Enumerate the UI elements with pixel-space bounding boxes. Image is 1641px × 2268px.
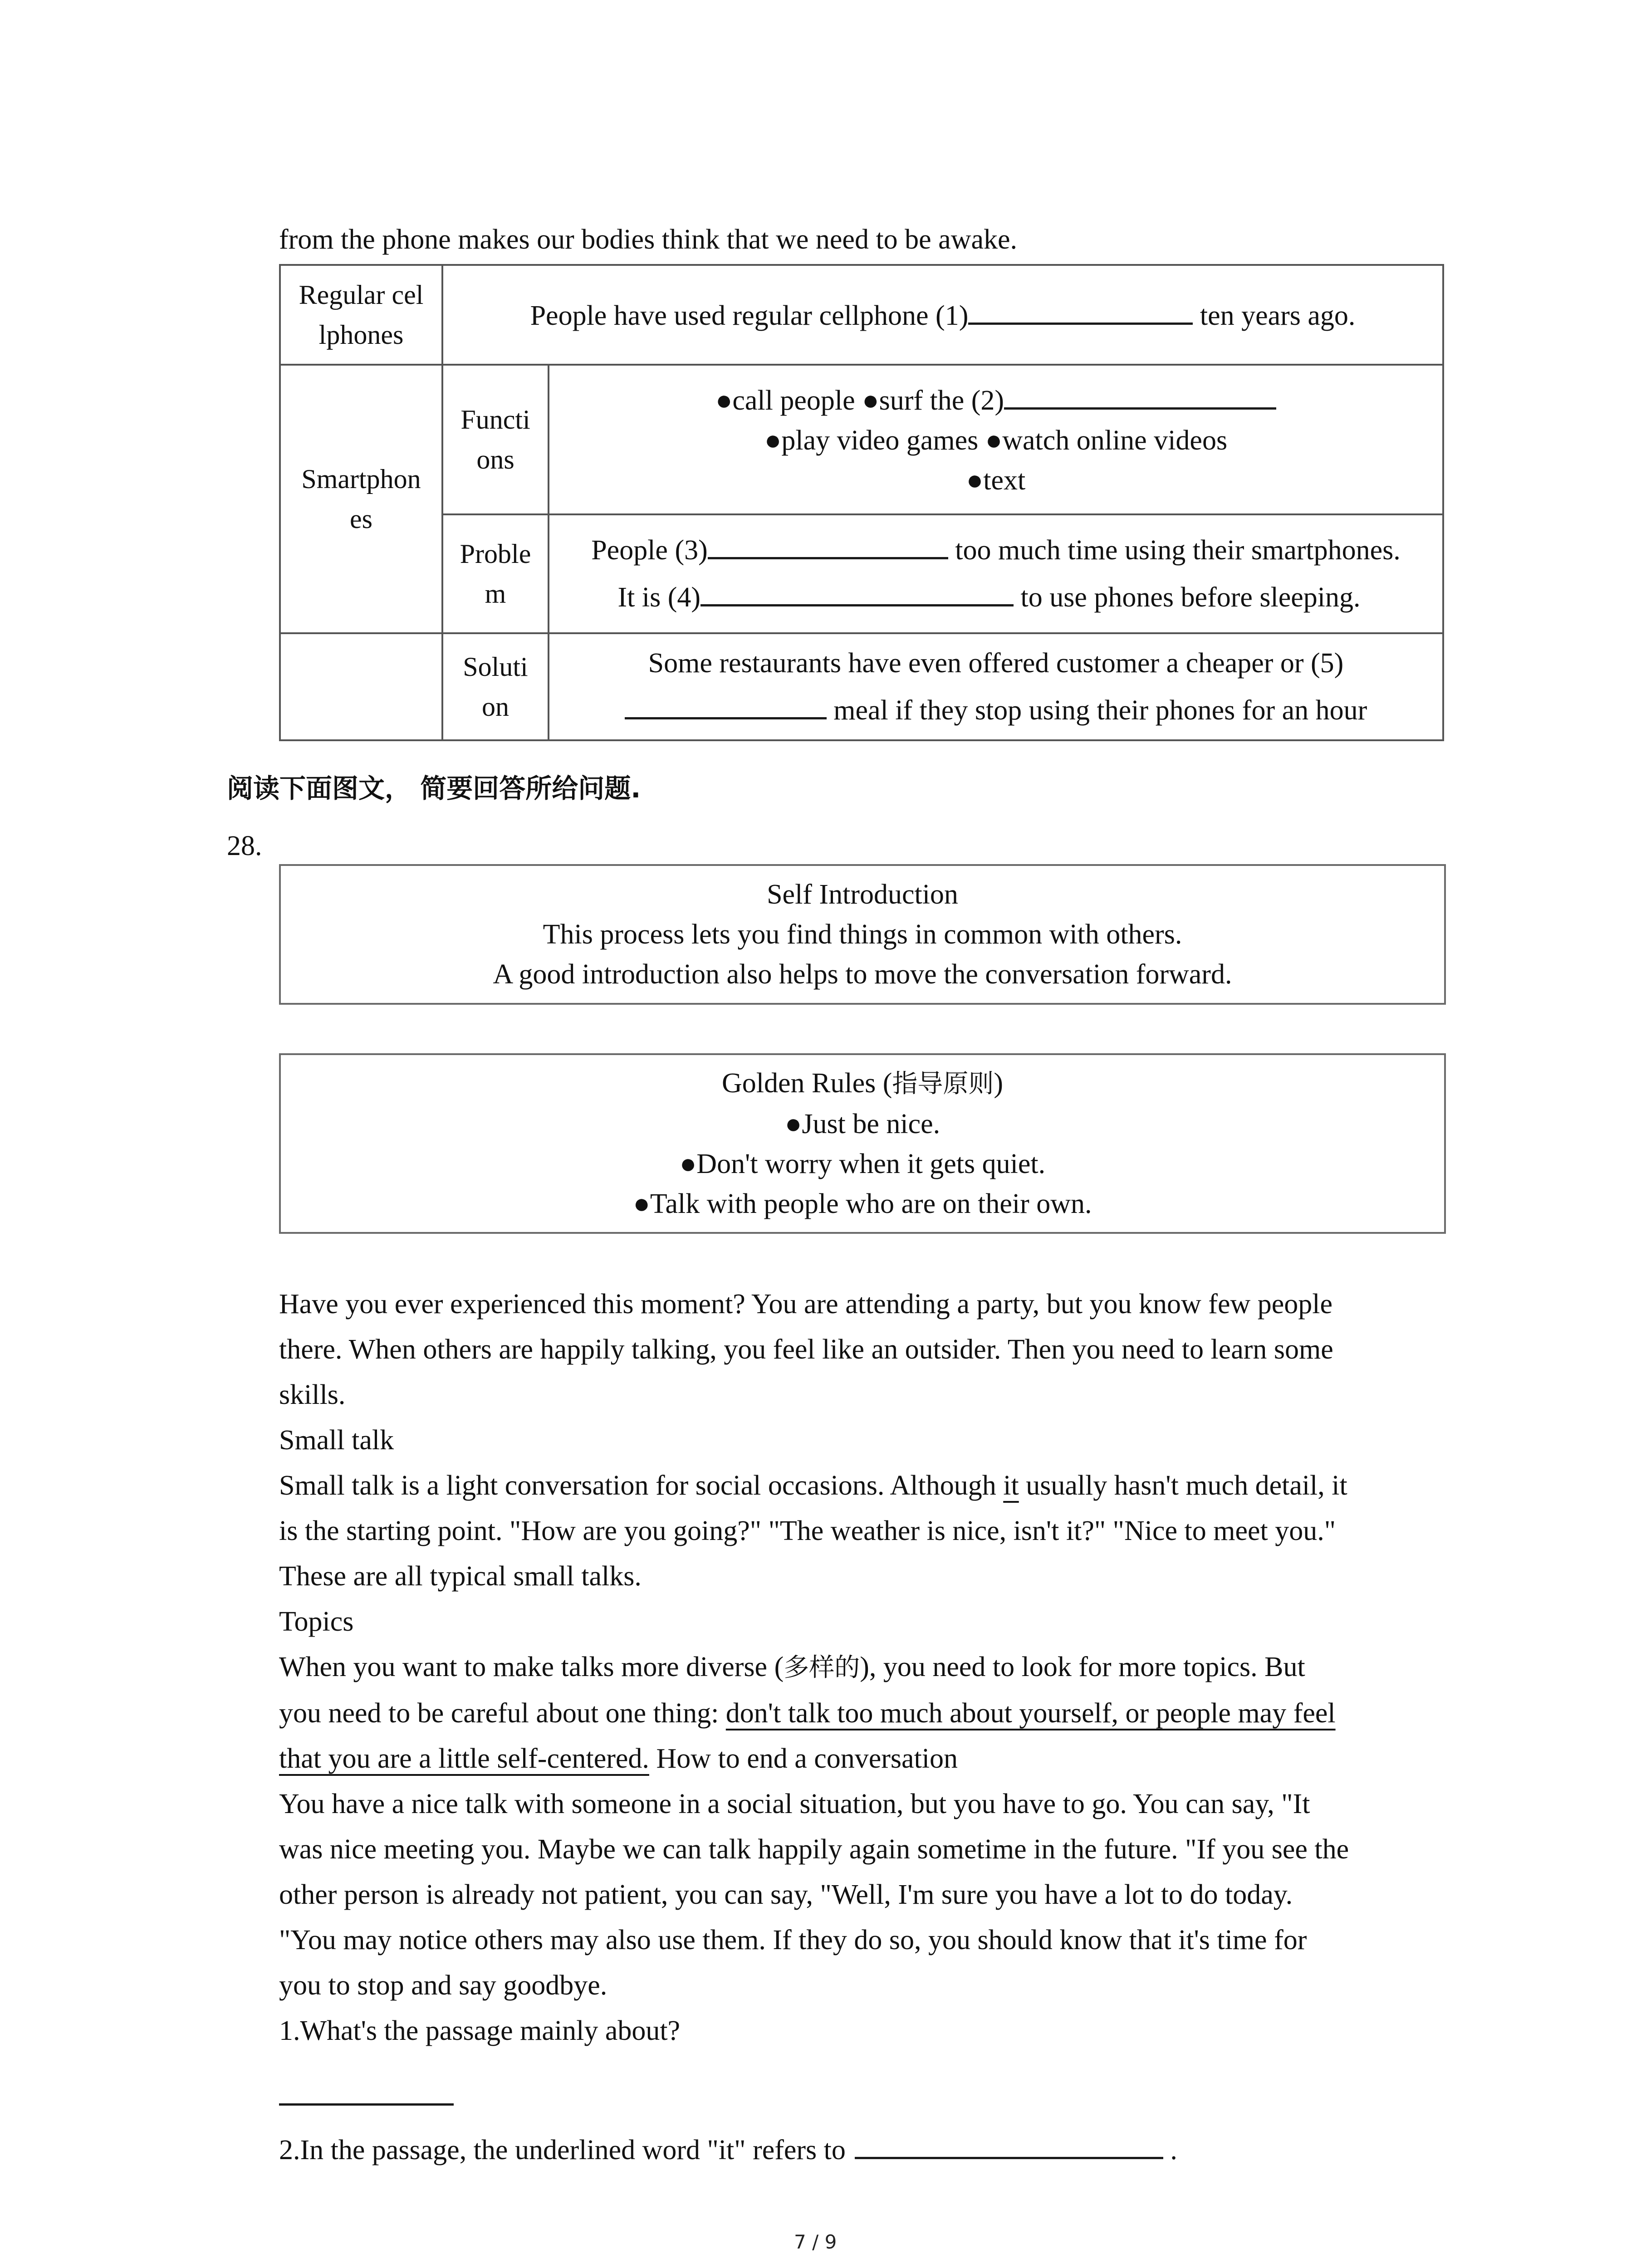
label-line: on: [482, 692, 509, 722]
label-line: Proble: [460, 539, 531, 569]
blank-1[interactable]: [968, 294, 1193, 325]
functions-line-1: [715, 379, 1276, 420]
answer-line-1[interactable]: [279, 2103, 454, 2106]
label-line: lphones: [318, 320, 404, 350]
text: you need to be careful about one thing:: [279, 1698, 726, 1729]
question-2: [279, 2127, 1177, 2173]
solution-content: [549, 634, 1442, 739]
row1-sentence: [530, 294, 1356, 336]
top-line: from the phone makes our bodies think that we need to be awake.: [279, 224, 1018, 255]
label-line: es: [350, 504, 372, 534]
golden-rules-box: [279, 1053, 1446, 1234]
passage-line: These are all typical small talks.: [279, 1561, 642, 1592]
self-introduction-box: [279, 864, 1446, 1005]
label-line: ons: [476, 445, 514, 474]
passage-line: [279, 1644, 1459, 1691]
regular-cellphones-label: [281, 266, 441, 364]
passage: [279, 1281, 1459, 2053]
title-close: ): [994, 1068, 1004, 1099]
text: Small talk is a light conversation for social occasions. Although: [279, 1470, 1004, 1501]
section-heading: 阅读下面图文， 简要回答所给问题.: [227, 773, 641, 804]
box-title: [722, 1063, 1003, 1104]
label-line: Regular cel: [299, 280, 424, 310]
blank-2[interactable]: [1004, 379, 1276, 410]
passage-line: You have a nice talk with someone in a social situation, but you have to go. You can say, "It: [279, 1789, 1310, 1819]
label-line: Soluti: [463, 652, 528, 682]
rule-item: ●Just be nice.: [784, 1109, 941, 1139]
solution-label: [443, 634, 548, 739]
passage-line: skills.: [279, 1379, 346, 1410]
title-en: Golden Rules (: [721, 1068, 892, 1099]
problem-text: too much time using their smartphones.: [948, 535, 1401, 566]
passage-line: is the starting point. "How are you going?" "The weather is nice, isn't it?" "Nice to meet you.": [279, 1515, 1336, 1546]
text: ), you need to look for more topics. But: [860, 1652, 1305, 1682]
blank-3[interactable]: [708, 529, 948, 559]
underlined-it: it: [1003, 1470, 1019, 1501]
text-cn: 多样的: [784, 1653, 860, 1682]
q2-end: .: [1163, 2135, 1177, 2165]
problem-content: [549, 515, 1442, 632]
passage-line: [279, 1691, 1459, 1736]
page-number: 7 / 9: [794, 2231, 837, 2253]
passage-line: [279, 1463, 1459, 1508]
row1-text-after: ten years ago.: [1193, 300, 1356, 331]
smartphones-label: [281, 366, 441, 632]
q2-text: 2.In the passage, the underlined word "it" refers to: [279, 2135, 846, 2165]
box-line: This process lets you find things in common with others.: [543, 919, 1182, 950]
functions-line-2: ●play video games ●watch online videos: [764, 425, 1228, 456]
title-cn: 指导原则: [892, 1069, 994, 1099]
question-number: 28.: [227, 831, 262, 861]
label-line: Smartphon: [301, 464, 421, 494]
box-line: A good introduction also helps to move the conversation forward.: [493, 959, 1232, 990]
passage-line: Have you ever experienced this moment? You are attending a party, but you know few people: [279, 1289, 1333, 1320]
rule-item: ●Don't worry when it gets quiet.: [679, 1149, 1046, 1179]
blank-5[interactable]: [625, 689, 827, 719]
text: When you want to make talks more diverse (: [279, 1652, 784, 1682]
passage-line: "You may notice others may also use them. If they do so, you should know that it's time for: [279, 1925, 1307, 1955]
text: usually hasn't much detail, it: [1019, 1470, 1347, 1501]
box-title: Self Introduction: [767, 879, 958, 910]
label-line: Functi: [460, 405, 530, 435]
solution-text: meal if they stop using their phones for an hour: [826, 695, 1367, 726]
functions-line-3: ●text: [966, 464, 1026, 496]
question-1: 1.What's the passage mainly about?: [279, 2015, 681, 2046]
regular-cellphones-text: [443, 266, 1442, 364]
problem-text: It is (4): [617, 582, 701, 613]
rule-item: ●Talk with people who are on their own.: [633, 1188, 1092, 1219]
text: How to end a conversation: [649, 1743, 958, 1774]
underlined-sentence: don't talk too much about yourself, or people may feel: [725, 1698, 1336, 1729]
passage-line: you to stop and say goodbye.: [279, 1970, 607, 2001]
passage-line: other person is already not patient, you can say, "Well, I'm sure you have a lot to do today.: [279, 1879, 1293, 1910]
subheading-small-talk: Small talk: [279, 1425, 394, 1456]
functions-content: [549, 366, 1442, 513]
functions-label: [443, 366, 548, 513]
answer-blank-2[interactable]: [855, 2129, 1163, 2159]
problem-text: People (3): [591, 535, 708, 566]
solution-line-1: Some restaurants have even offered customer a cheaper or (5): [648, 648, 1344, 679]
row1-text-before: People have used regular cellphone (1): [530, 300, 969, 331]
functions-text: ●call people ●surf the (2): [715, 385, 1004, 416]
phone-table: [279, 264, 1444, 741]
problem-line-1: [591, 527, 1401, 574]
passage-line: there. When others are happily talking, you feel like an outsider. Then you need to learn some: [279, 1334, 1333, 1365]
passage-line: was nice meeting you. Maybe we can talk happily again sometime in the future. "If you see the: [279, 1834, 1349, 1865]
problem-text: to use phones before sleeping.: [1014, 582, 1361, 613]
problem-line-2: [618, 574, 1361, 621]
solution-line-2: [625, 687, 1367, 734]
underlined-sentence: that you are a little self-centered.: [279, 1743, 649, 1774]
blank-4[interactable]: [700, 576, 1014, 606]
passage-line: [279, 1736, 1459, 1781]
subheading-topics: Topics: [279, 1606, 354, 1637]
problem-label: [443, 515, 548, 632]
label-line: m: [485, 579, 506, 609]
